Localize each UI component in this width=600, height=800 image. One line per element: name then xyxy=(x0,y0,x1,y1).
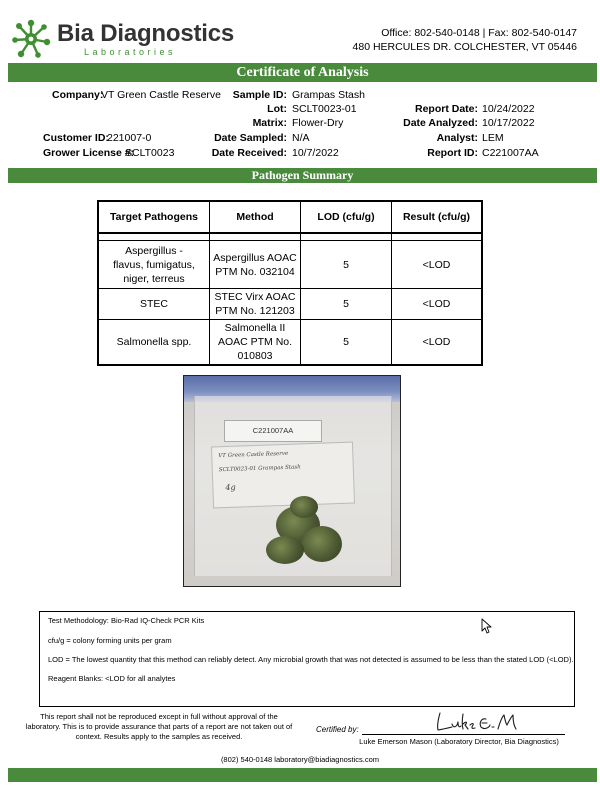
method-line: STEC Virx AOAC xyxy=(214,291,296,303)
pathogen-table xyxy=(97,200,483,366)
method-line: 010803 xyxy=(237,350,273,362)
method-line: AOAC PTM No. xyxy=(217,336,293,348)
method-cell xyxy=(210,320,301,366)
methodology-line: LOD = The lowest quantity that this method can reliably detect. Any microbial growth that was not detected is assumed to be less than the stated LOD (<LOD). xyxy=(48,655,574,664)
table-row xyxy=(98,241,482,289)
sample-photo xyxy=(183,375,401,587)
pathogen-cell xyxy=(98,241,210,289)
analyst-value: LEM xyxy=(482,132,504,144)
methodology-line: Reagent Blanks: <LOD for all analytes xyxy=(48,674,176,683)
grower-license-label: Grower License #: xyxy=(43,147,135,159)
photo-handwritten-note xyxy=(211,442,355,509)
report-date-value: 10/24/2022 xyxy=(482,103,535,115)
result-cell: <LOD xyxy=(392,320,483,366)
matrix-value: Flower-Dry xyxy=(292,117,344,129)
customer-id-label: Customer ID: xyxy=(43,132,109,144)
grower-license-value: SCLT0023 xyxy=(125,147,175,159)
method-cell xyxy=(210,241,301,289)
header-result: Result (cfu/g) xyxy=(392,201,483,233)
sample-id-value: Grampas Stash xyxy=(292,89,365,101)
photo-flower-bud xyxy=(290,496,318,518)
pathogen-line: Aspergillus - xyxy=(125,244,183,257)
lod-cell: 5 xyxy=(301,289,392,320)
bia-logo-icon xyxy=(10,18,52,60)
table-spacer-row xyxy=(98,233,482,241)
matrix-label: Matrix: xyxy=(252,117,287,129)
pathogen-line: Salmonella spp. xyxy=(116,336,192,348)
table-header-row xyxy=(98,201,482,233)
brand-subtitle: Laboratories xyxy=(84,47,177,57)
table-row xyxy=(98,289,482,320)
result-cell: <LOD xyxy=(392,241,483,289)
signer-name: Luke Emerson Mason (Laboratory Director, Bia Diagnostics) xyxy=(359,737,559,746)
pathogen-summary-bar: Pathogen Summary xyxy=(8,168,597,183)
date-received-label: Date Received: xyxy=(211,147,287,159)
date-received-value: 10/7/2022 xyxy=(292,147,339,159)
photo-note-line: 4g xyxy=(225,482,236,493)
disclaimer-text: This report shall not be reproduced except in full without approval of the laboratory. This is to provide assurance that parts of a report are not taken out of context. Results apply to the samples as received. xyxy=(25,712,293,741)
sample-id-label: Sample ID: xyxy=(232,89,287,101)
photo-note-line: SCLT0023-01 Grampas Stash xyxy=(218,464,301,474)
company-value: VT Green Castle Reserve xyxy=(101,89,222,101)
date-sampled-label: Date Sampled: xyxy=(214,132,287,144)
analyst-label: Analyst: xyxy=(436,132,478,144)
signature-line xyxy=(362,734,565,735)
methodology-line: Test Methodology: Bio-Rad IQ-Check PCR Kits xyxy=(48,616,205,625)
photo-flower-bud xyxy=(266,536,304,564)
header-target-pathogens: Target Pathogens xyxy=(98,201,210,233)
pathogen-line: STEC xyxy=(139,298,168,310)
photo-flower-bud xyxy=(302,526,342,562)
lot-label: Lot: xyxy=(267,103,287,115)
signature-image xyxy=(434,710,524,734)
photo-note-line: VT Green Castle Reserve xyxy=(218,450,289,460)
header-lod: LOD (cfu/g) xyxy=(301,201,392,233)
method-line: Aspergillus AOAC xyxy=(213,251,297,264)
method-cell xyxy=(210,289,301,320)
lot-value: SCLT0023-01 xyxy=(292,103,357,115)
office-contact: Office: 802-540-0148 | Fax: 802-540-0147 xyxy=(381,27,577,39)
office-address: 480 HERCULES DR. COLCHESTER, VT 05446 xyxy=(352,41,577,53)
date-analyzed-label: Date Analyzed: xyxy=(403,117,478,129)
methodology-box xyxy=(39,611,575,707)
brand-name: Bia Diagnostics xyxy=(57,20,235,47)
method-line: PTM No. 121203 xyxy=(215,305,295,317)
pathogen-line: niger, terreus xyxy=(123,272,185,285)
date-analyzed-value: 10/17/2022 xyxy=(482,117,535,129)
mouse-cursor-icon xyxy=(481,618,493,634)
certificate-title-bar: Certificate of Analysis xyxy=(8,63,597,82)
methodology-line: cfu/g = colony forming units per gram xyxy=(48,636,172,645)
method-line: Salmonella II xyxy=(224,322,286,334)
report-id-value: C221007AA xyxy=(482,147,539,159)
customer-id-value: 221007-0 xyxy=(107,132,152,144)
report-date-label: Report Date: xyxy=(414,103,478,115)
lod-cell: 5 xyxy=(301,241,392,289)
footer-contact: (802) 540-0148 laboratory@biadiagnostics.com xyxy=(220,755,380,764)
certified-by-label: Certified by: xyxy=(316,725,359,734)
method-line: PTM No. 032104 xyxy=(215,265,295,278)
photo-sample-label: C221007AA xyxy=(224,420,322,442)
table-row xyxy=(98,320,482,366)
pathogen-line: flavus, fumigatus, xyxy=(113,258,195,271)
header-method: Method xyxy=(210,201,301,233)
pathogen-cell xyxy=(98,320,210,366)
date-sampled-value: N/A xyxy=(292,132,310,144)
result-cell: <LOD xyxy=(392,289,483,320)
lod-cell: 5 xyxy=(301,320,392,366)
footer-bar xyxy=(8,768,597,782)
pathogen-cell xyxy=(98,289,210,320)
company-label: Company: xyxy=(52,89,104,101)
report-id-label: Report ID: xyxy=(427,147,478,159)
